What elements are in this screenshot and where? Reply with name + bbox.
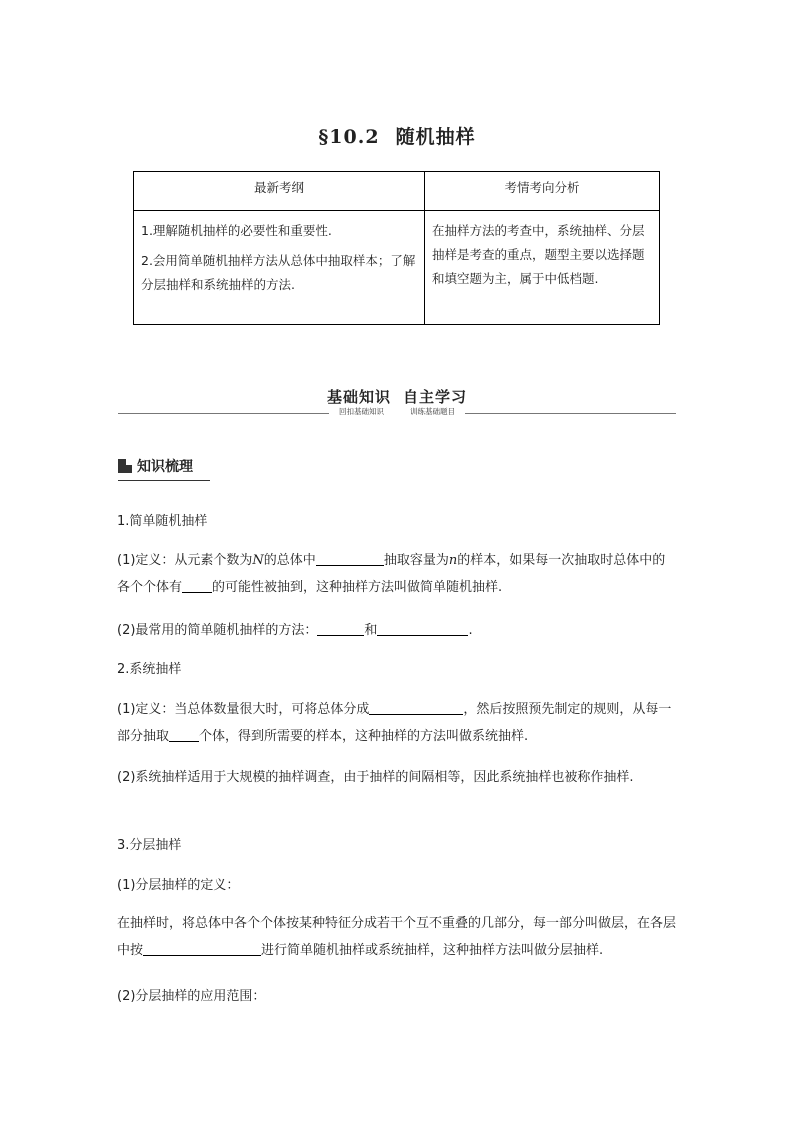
knowledge-heading (118, 456, 193, 476)
syllabus-header: 最新考纲 (134, 172, 425, 211)
section-subtitle-a: 回扣基础知识 (334, 407, 389, 416)
analysis-header: 考情考向分析 (425, 172, 660, 211)
page-title (0, 122, 794, 149)
section-number: §10.2 (318, 126, 380, 148)
heading-simple-random-sampling: 1.简单随机抽样 (117, 514, 208, 529)
section-subtitle-b: 训练基础题目 (405, 407, 460, 416)
knowledge-underline (118, 480, 210, 481)
fill-blank[interactable] (182, 578, 212, 593)
section-heading-b: 自主学习 (403, 388, 468, 406)
fill-blank[interactable] (317, 621, 364, 636)
paragraph-simple-definition: (1)定义：从元素个数为N的总体中 抽取容量为n的样本，如果每一次抽取时总体中的各个个体有 的可能性被抽到，这种抽样方法叫做简单随机抽样. (117, 553, 666, 595)
paragraph-stratified-definition: 在抽样时，将总体中各个个体按某种特征分成若干个互不重叠的几部分，每一部分叫做层，在各层中按 进行简单随机抽样或系统抽样，这种抽样方法叫做分层抽样. (117, 916, 677, 958)
fill-blank[interactable] (377, 621, 468, 636)
paragraph-stratified-scope: (2)分层抽样的应用范围： (117, 989, 266, 1004)
section-heading (0, 386, 794, 407)
heading-systematic-sampling: 2.系统抽样 (117, 662, 182, 677)
section-title-text: 随机抽样 (395, 126, 476, 148)
fill-blank[interactable] (316, 551, 384, 566)
fill-blank[interactable] (143, 941, 261, 956)
analysis-cell: 在抽样方法的考查中，系统抽样、分层抽样是考查的重点，题型主要以选择题和填空题为主，属于中低档题. (425, 211, 660, 325)
paragraph-simple-methods: (2)最常用的简单随机抽样的方法： 和 . (117, 623, 473, 638)
paragraph-stratified-def-label: (1)分层抽样的定义： (117, 878, 240, 893)
section-subtitle (0, 406, 794, 417)
syllabus-item: 2.会用简单随机抽样方法从总体中抽取样本；了解分层抽样和系统抽样的方法. (141, 252, 416, 292)
syllabus-table (133, 171, 660, 325)
syllabus-item: 1.理解随机抽样的必要性和重要性. (141, 223, 332, 238)
fill-blank[interactable] (369, 700, 463, 715)
paragraph-systematic-scope: (2)系统抽样适用于大规模的抽样调查，由于抽样的间隔相等，因此系统抽样也被称作抽样. (117, 770, 634, 785)
square-bullet-icon (118, 459, 132, 473)
paragraph-systematic-definition: (1)定义：当总体数量很大时，可将总体分成 ，然后按照预先制定的规则，从每一部分抽取 个体，得到所需要的样本，这种抽样的方法叫做系统抽样. (117, 702, 672, 744)
fill-blank[interactable] (169, 727, 199, 742)
section-heading-a: 基础知识 (326, 388, 391, 406)
knowledge-label: 知识梳理 (137, 459, 193, 475)
heading-stratified-sampling: 3.分层抽样 (117, 838, 182, 853)
syllabus-cell (134, 211, 425, 325)
